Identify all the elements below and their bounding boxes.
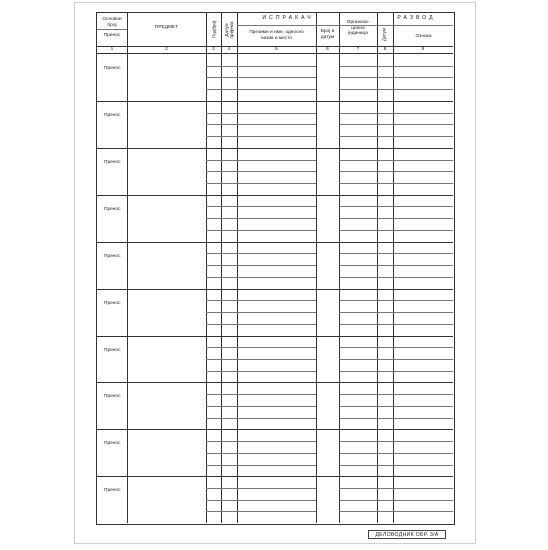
row-subline <box>339 265 377 266</box>
row-subline <box>206 394 239 395</box>
row-subline <box>206 359 239 360</box>
row-subline <box>339 113 377 114</box>
row-subline <box>237 136 316 137</box>
row-subline <box>377 89 393 90</box>
row-subline <box>377 277 393 278</box>
row-subline <box>339 160 377 161</box>
row-prenos-label: Пренос <box>104 159 121 165</box>
row-block-divider <box>97 476 453 477</box>
row-subline <box>206 77 239 78</box>
row-subline <box>339 347 377 348</box>
row-subline <box>237 394 316 395</box>
row-subline <box>393 160 453 161</box>
row-subline <box>206 66 239 67</box>
row-subline <box>393 418 453 419</box>
row-subline <box>206 511 239 512</box>
row-subline <box>377 406 393 407</box>
row-block-divider <box>97 382 453 383</box>
row-subline <box>377 136 393 137</box>
row-subline <box>339 394 377 395</box>
row-subline <box>393 77 453 78</box>
row-block-divider <box>97 289 453 290</box>
row-subline <box>377 312 393 313</box>
row-subline <box>377 511 393 512</box>
row-subline <box>393 406 453 407</box>
row-subline <box>393 500 453 501</box>
row-subline <box>393 265 453 266</box>
row-subline <box>206 253 239 254</box>
row-subline <box>393 66 453 67</box>
row-subline <box>206 218 239 219</box>
row-subline <box>237 418 316 419</box>
row-prenos-label: Пренос <box>104 488 121 494</box>
row-subline <box>206 160 239 161</box>
row-subline <box>377 218 393 219</box>
header-base-number: Основни број <box>102 17 122 28</box>
row-subline <box>377 324 393 325</box>
row-subline <box>339 511 377 512</box>
row-subline <box>339 230 377 231</box>
row-subline <box>393 453 453 454</box>
row-subline <box>237 511 316 512</box>
row-subline <box>377 265 393 266</box>
row-subline <box>237 488 316 489</box>
row-subline <box>339 324 377 325</box>
column-divider <box>127 13 128 523</box>
row-subline <box>237 500 316 501</box>
row-subline <box>377 113 393 114</box>
column-number: 7 <box>356 47 360 52</box>
row-subline <box>339 77 377 78</box>
row-subline <box>393 511 453 512</box>
row-subline <box>377 183 393 184</box>
row-subline <box>339 312 377 313</box>
row-subline <box>377 206 393 207</box>
row-subline <box>206 418 239 419</box>
row-subline <box>339 465 377 466</box>
header-subject: ПРЕДМЕТ <box>154 25 179 30</box>
row-subline <box>237 441 316 442</box>
row-subline <box>377 441 393 442</box>
row-subline <box>339 66 377 67</box>
row-subline <box>237 171 316 172</box>
row-subline <box>206 136 239 137</box>
row-subline <box>237 465 316 466</box>
row-prenos-label: Пренос <box>104 253 121 259</box>
header-sender-group: ИСПРАКАЧ <box>262 15 314 21</box>
row-subline <box>393 394 453 395</box>
header-prenos: Пренос <box>103 33 121 38</box>
row-subline <box>339 500 377 501</box>
row-subline <box>237 300 316 301</box>
row-subline <box>339 418 377 419</box>
header-dist-date: Датум <box>381 27 387 42</box>
row-subline <box>377 171 393 172</box>
row-prenos-label: Пренос <box>104 66 121 71</box>
column-number: 5 <box>275 47 278 52</box>
row-subline <box>339 171 377 172</box>
row-prenos-label: Пренос <box>104 441 121 447</box>
row-subline <box>339 453 377 454</box>
header-distribution-group: РАЗВОД <box>397 15 436 21</box>
row-subline <box>237 113 316 114</box>
header-number-date: Број и датум <box>320 29 335 40</box>
row-subline <box>206 312 239 313</box>
row-subline <box>237 347 316 348</box>
header-mark: Ознака <box>415 34 432 39</box>
row-subline <box>377 371 393 372</box>
row-subline <box>393 218 453 219</box>
row-subline <box>393 371 453 372</box>
row-subline <box>237 406 316 407</box>
row-subline <box>393 253 453 254</box>
row-subline <box>237 160 316 161</box>
row-subline <box>377 160 393 161</box>
row-subline <box>339 183 377 184</box>
row-subline <box>237 230 316 231</box>
column-number: 6 <box>326 47 329 52</box>
row-subline <box>377 465 393 466</box>
row-block-divider <box>97 429 453 430</box>
header-divider <box>237 25 377 26</box>
row-subline <box>377 230 393 231</box>
column-number: 3 <box>212 47 215 52</box>
row-subline <box>206 465 239 466</box>
row-subline <box>339 218 377 219</box>
row-subline <box>393 206 453 207</box>
row-block-divider <box>97 336 453 337</box>
row-subline <box>339 277 377 278</box>
row-subline <box>393 324 453 325</box>
row-subline <box>237 183 316 184</box>
row-subline <box>393 300 453 301</box>
row-subline <box>393 312 453 313</box>
row-subline <box>393 230 453 231</box>
row-block-divider <box>97 148 453 149</box>
row-subline <box>206 324 239 325</box>
header-received-date: Датум пријема <box>224 21 234 39</box>
header-divider <box>97 29 127 30</box>
row-subline <box>206 277 239 278</box>
row-subline <box>377 66 393 67</box>
row-subline <box>377 488 393 489</box>
row-subline <box>393 277 453 278</box>
form-footer: ДЕЛОВОДНИК ОБР. 3/А <box>368 530 446 539</box>
row-subline <box>339 124 377 125</box>
header-divider <box>377 25 453 26</box>
row-block-divider <box>97 195 453 196</box>
row-subline <box>237 324 316 325</box>
row-subline <box>377 359 393 360</box>
row-subline <box>339 206 377 207</box>
header-sender-name: Презиме и име, односно назив и место <box>249 30 304 41</box>
row-prenos-label: Пренос <box>104 206 121 212</box>
row-subline <box>393 347 453 348</box>
row-subline <box>206 300 239 301</box>
row-subline <box>237 218 316 219</box>
row-subline <box>206 230 239 231</box>
column-divider <box>316 13 317 523</box>
row-prenos-label: Пренос <box>104 300 121 306</box>
row-subline <box>206 406 239 407</box>
row-subline <box>393 488 453 489</box>
column-number: 2 <box>165 47 168 52</box>
row-block-divider <box>97 101 453 102</box>
row-subline <box>339 359 377 360</box>
row-subline <box>393 136 453 137</box>
row-subline <box>206 113 239 114</box>
column-number: 9 <box>421 47 425 52</box>
row-subline <box>206 500 239 501</box>
row-subline <box>339 136 377 137</box>
row-subline <box>237 453 316 454</box>
row-subline <box>393 171 453 172</box>
row-subline <box>377 347 393 348</box>
register-table <box>96 12 455 525</box>
row-subline <box>237 277 316 278</box>
row-subline <box>339 441 377 442</box>
row-subline <box>206 206 239 207</box>
row-subline <box>339 371 377 372</box>
row-subline <box>237 265 316 266</box>
header-org-unit: Организа- циона јединица <box>346 20 370 36</box>
row-subline <box>237 253 316 254</box>
row-subline <box>339 253 377 254</box>
row-block-divider <box>97 242 453 243</box>
numbers-bottom-line <box>97 53 453 54</box>
row-subline <box>206 371 239 372</box>
row-subline <box>206 183 239 184</box>
column-number: 8 <box>383 47 387 52</box>
row-subline <box>377 77 393 78</box>
header-subnumber: Подброј <box>211 20 217 39</box>
row-subline <box>377 500 393 501</box>
row-subline <box>377 300 393 301</box>
row-subline <box>339 89 377 90</box>
row-subline <box>206 488 239 489</box>
row-subline <box>339 406 377 407</box>
row-subline <box>206 347 239 348</box>
row-prenos-label: Пренос <box>104 394 121 400</box>
row-subline <box>206 453 239 454</box>
row-subline <box>339 488 377 489</box>
row-subline <box>237 206 316 207</box>
row-subline <box>206 265 239 266</box>
row-subline <box>237 371 316 372</box>
row-subline <box>393 113 453 114</box>
column-number: 1 <box>110 47 114 52</box>
row-subline <box>377 394 393 395</box>
row-subline <box>393 465 453 466</box>
row-subline <box>377 124 393 125</box>
row-subline <box>339 300 377 301</box>
row-subline <box>393 359 453 360</box>
row-prenos-label: Пренос <box>104 112 121 118</box>
row-subline <box>237 359 316 360</box>
row-subline <box>237 312 316 313</box>
row-subline <box>393 89 453 90</box>
row-subline <box>206 124 239 125</box>
row-subline <box>237 89 316 90</box>
row-prenos-label: Пренос <box>104 347 121 353</box>
row-subline <box>393 183 453 184</box>
row-subline <box>393 441 453 442</box>
row-subline <box>237 124 316 125</box>
row-subline <box>237 77 316 78</box>
column-number: 4 <box>227 47 231 52</box>
row-subline <box>377 418 393 419</box>
row-subline <box>377 453 393 454</box>
row-subline <box>206 89 239 90</box>
row-subline <box>206 171 239 172</box>
row-subline <box>206 441 239 442</box>
row-subline <box>237 66 316 67</box>
row-subline <box>393 124 453 125</box>
row-subline <box>377 253 393 254</box>
